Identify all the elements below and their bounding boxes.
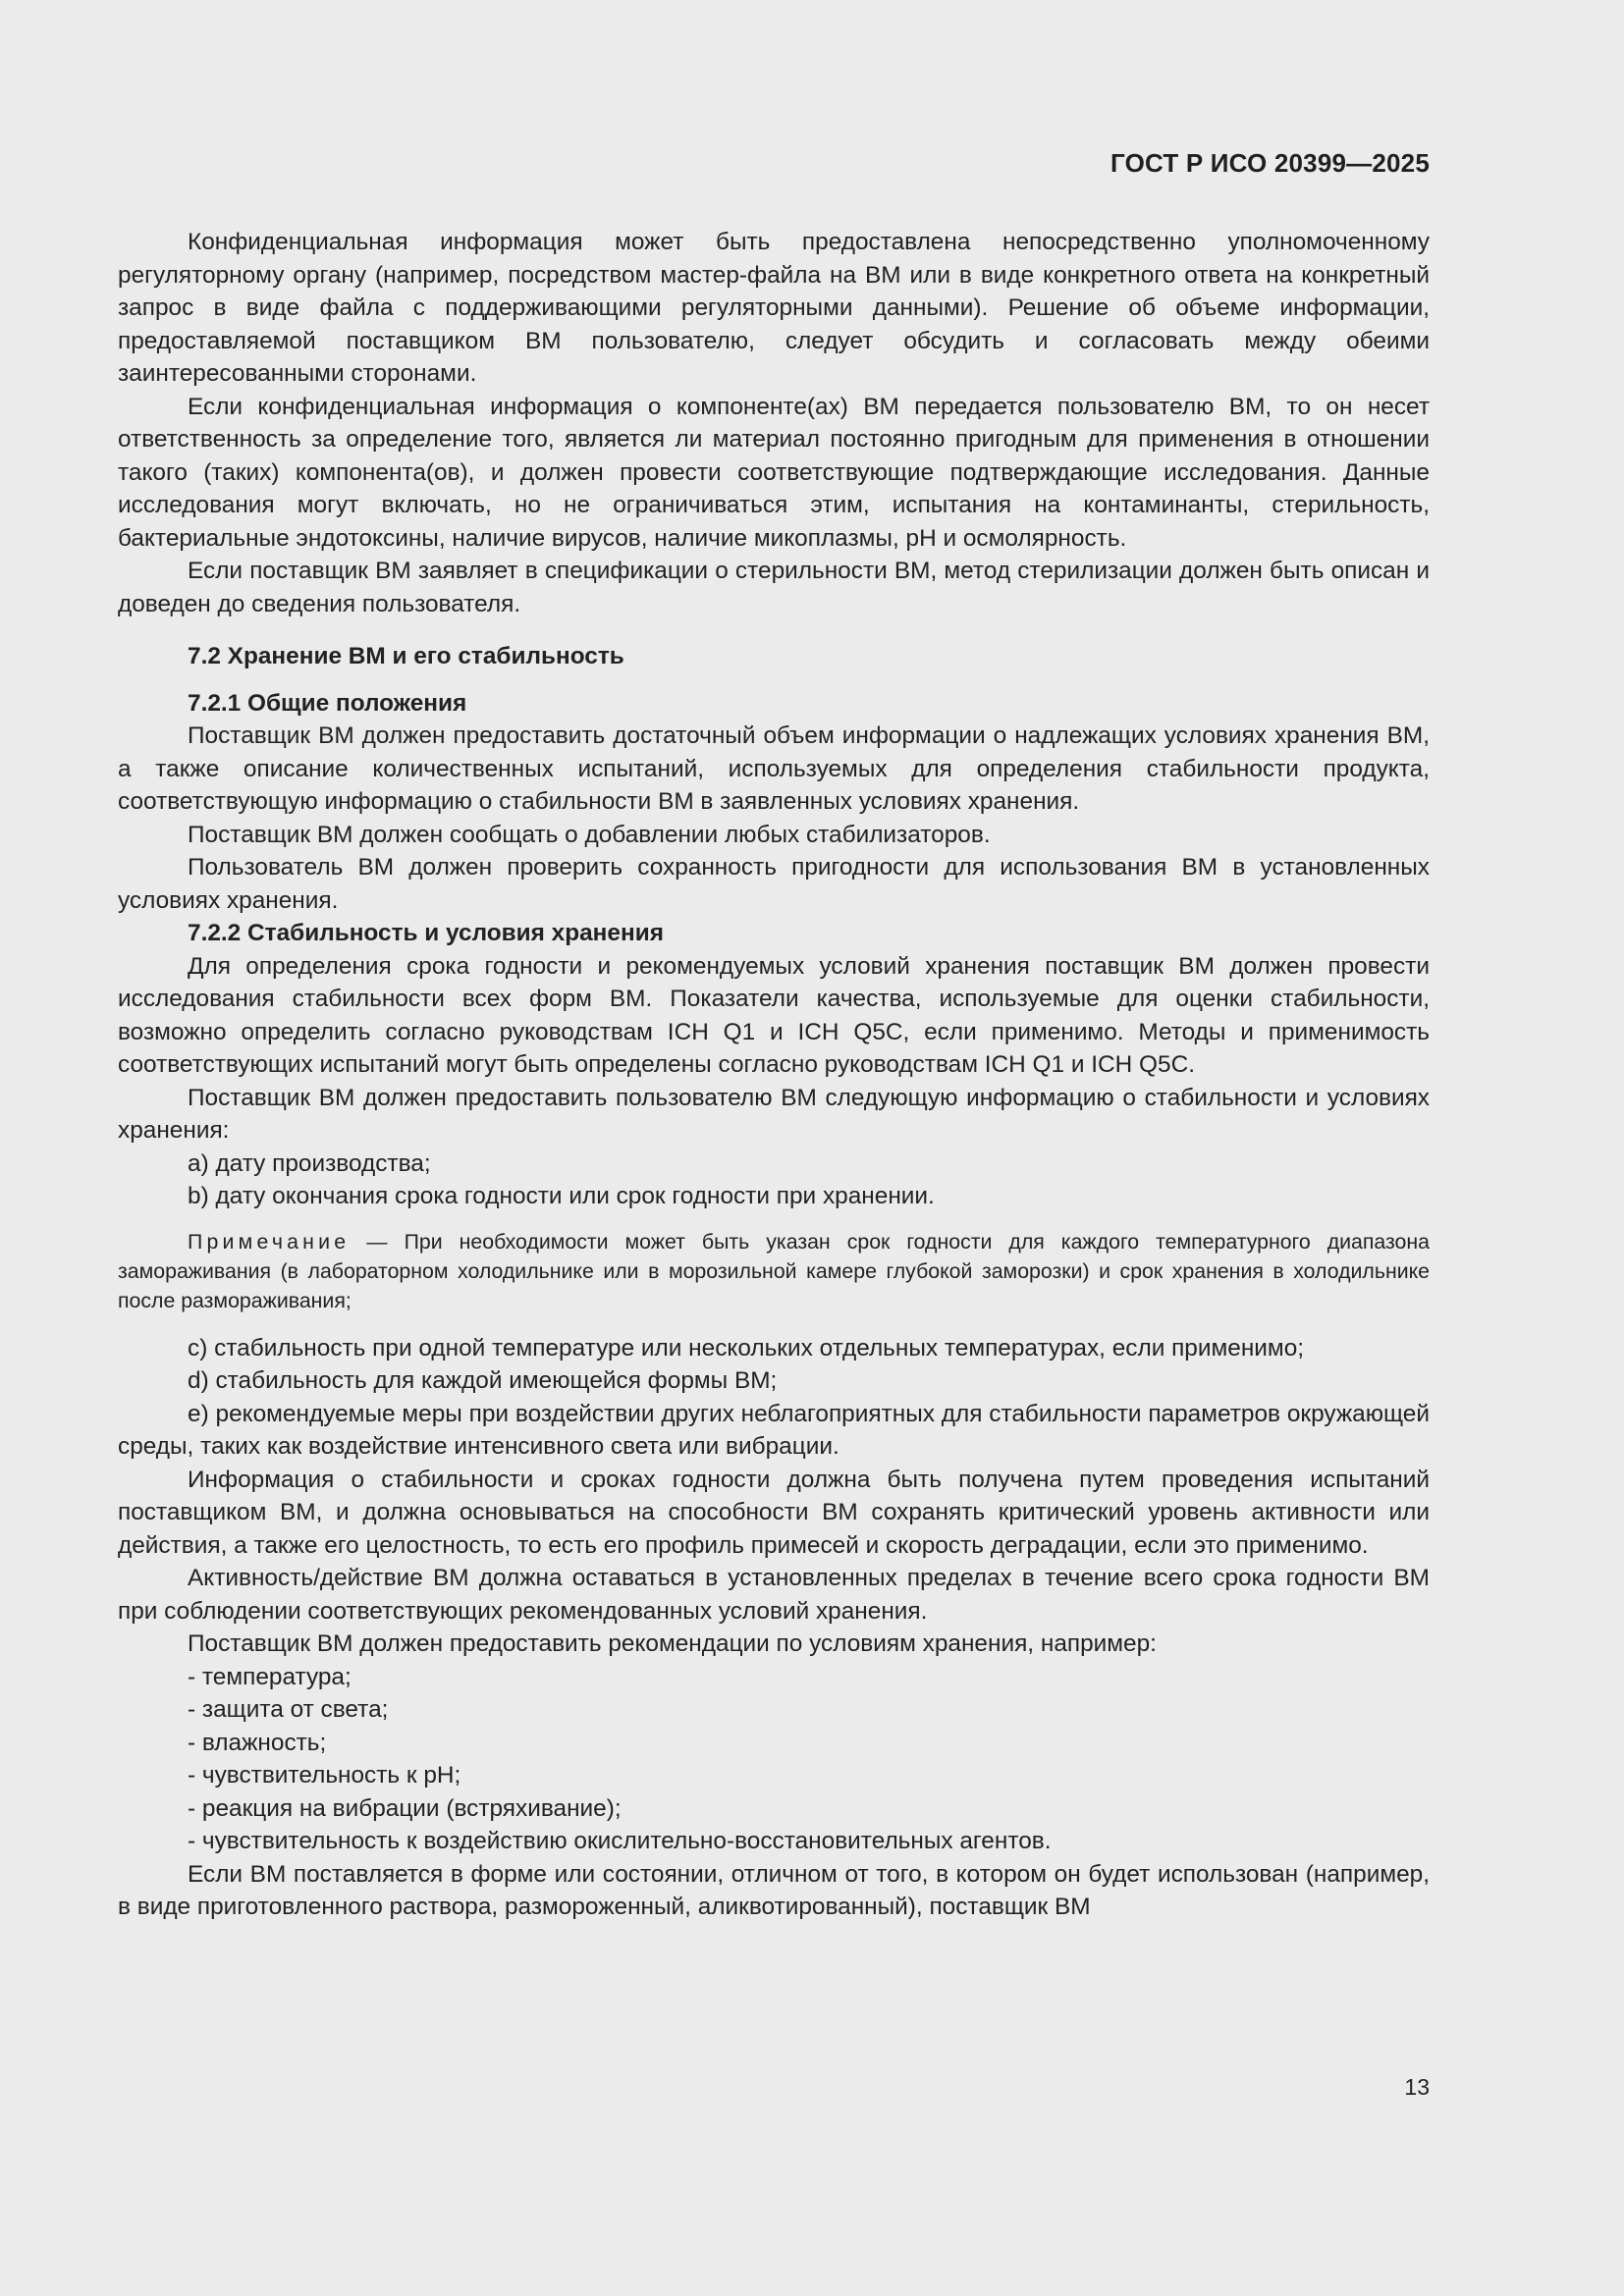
paragraph: Активность/действие ВМ должна оставаться в установленных пределах в течение всего срока годности ВМ при соблюдении соответствующих рекомендованных условий хранения. [118, 1565, 1430, 1625]
note [118, 1227, 1430, 1315]
list-item-e: e) рекомендуемые меры при воздействии других неблагоприятных для стабильности параметров окружающей среды, таких как воздействие интенсивного света или вибрации. [118, 1400, 1430, 1460]
list-item-c: c) стабильность при одной температуре или нескольких отдельных температурах, если применимо; [188, 1334, 1305, 1362]
paragraph: Пользователь ВМ должен проверить сохранность пригодности для использования ВМ в установленных условиях хранения. [118, 854, 1430, 914]
section-heading-7-2: 7.2 Хранение ВМ и его стабильность [188, 643, 624, 669]
paragraph: Информация о стабильности и сроках годности должна быть получена путем проведения испытаний поставщиком ВМ, и должна основываться на способности ВМ сохранять критический уровень активности или действия, а также его целостность, то есть его профиль примесей и скорость деградации, если это применимо. [118, 1466, 1430, 1559]
dash-list-item: - чувствительность к воздействию окислительно-восстановительных агентов. [188, 1828, 1052, 1854]
paragraph: Поставщик ВМ должен предоставить рекомендации по условиям хранения, например: [188, 1630, 1157, 1657]
paragraph: Если конфиденциальная информация о компоненте(ах) ВМ передается пользователю ВМ, то он несет ответственность за определение того, является ли материал постоянно пригодным для применения в отношении такого (таких) компонента(ов), и должен провести соответствующие подтверждающие исследования. Данные исследования могут включать, но не ограничиваться этим, испытания на контаминанты, стерильность, бактериальные эндотоксины, наличие вирусов, наличие микоплазмы, pH и осмолярность. [118, 393, 1430, 552]
paragraph: Для определения срока годности и рекомендуемых условий хранения поставщик ВМ должен провести исследования стабильности всех форм ВМ. Показатели качества, используемые для оценки стабильности, возможно определить согласно руководствам ICH Q1 и ICH Q5C, если применимо. Методы и применимость соответствующих испытаний могут быть определены согласно руководствам ICH Q1 и ICH Q5C. [118, 952, 1430, 1078]
paragraph: Если ВМ поставляется в форме или состоянии, отличном от того, в котором он будет использован (например, в виде приготовленного раствора, размороженный, аликвотированный), поставщик ВМ [118, 1860, 1430, 1920]
section-heading-7-2-2: 7.2.2 Стабильность и условия хранения [188, 920, 664, 946]
note-label: Примечание [188, 1229, 351, 1254]
paragraph: Поставщик ВМ должен сообщать о добавлении любых стабилизаторов. [188, 821, 991, 848]
page-content [118, 226, 1430, 1924]
document-code-header: ГОСТ Р ИСО 20399—2025 [1110, 148, 1430, 178]
list-item-d: d) стабильность для каждой имеющейся формы ВМ; [188, 1367, 778, 1394]
section-heading-7-2-1: 7.2.1 Общие положения [188, 689, 467, 717]
paragraph: Поставщик ВМ должен предоставить достаточный объем информации о надлежащих условиях хранения ВМ, а также описание количественных испытаний, используемых для определения стабильности продукта, соответствующую информацию о стабильности ВМ в заявленных условиях хранения. [118, 722, 1430, 815]
dash-list-item: - защита от света; [188, 1696, 389, 1723]
dash-list-item: - влажность; [188, 1729, 327, 1756]
dash-list-item: - чувствительность к pH; [188, 1762, 461, 1789]
note-text: — При необходимости может быть указан срок годности для каждого температурного диапазона замораживания (в лабораторном холодильнике или в морозильной камере глубокой заморозки) и срок хранения в холодильнике после размораживания; [118, 1229, 1430, 1312]
paragraph: Если поставщик ВМ заявляет в спецификации о стерильности ВМ, метод стерилизации должен быть описан и доведен до сведения пользователя. [118, 558, 1430, 617]
dash-list-item: - температура; [188, 1663, 352, 1690]
list-item-b: b) дату окончания срока годности или срок годности при хранении. [188, 1183, 935, 1209]
paragraph: Поставщик ВМ должен предоставить пользователю ВМ следующую информацию о стабильности и условиях хранения: [118, 1084, 1430, 1144]
page-number: 13 [1404, 2074, 1430, 2100]
dash-list-item: - реакция на вибрации (встряхивание); [188, 1794, 622, 1822]
paragraph: Конфиденциальная информация может быть предоставлена непосредственно уполномоченному регуляторному органу (например, посредством мастер-файла на ВМ или в виде конкретного ответа на конкретный запрос в виде файла с поддерживающими регуляторными данными). Решение об объеме информации, предоставляемой поставщиком ВМ пользователю, следует обсудить и согласовать между обеими заинтересованными сторонами. [118, 229, 1430, 387]
list-item-a: a) дату производства; [188, 1149, 431, 1177]
